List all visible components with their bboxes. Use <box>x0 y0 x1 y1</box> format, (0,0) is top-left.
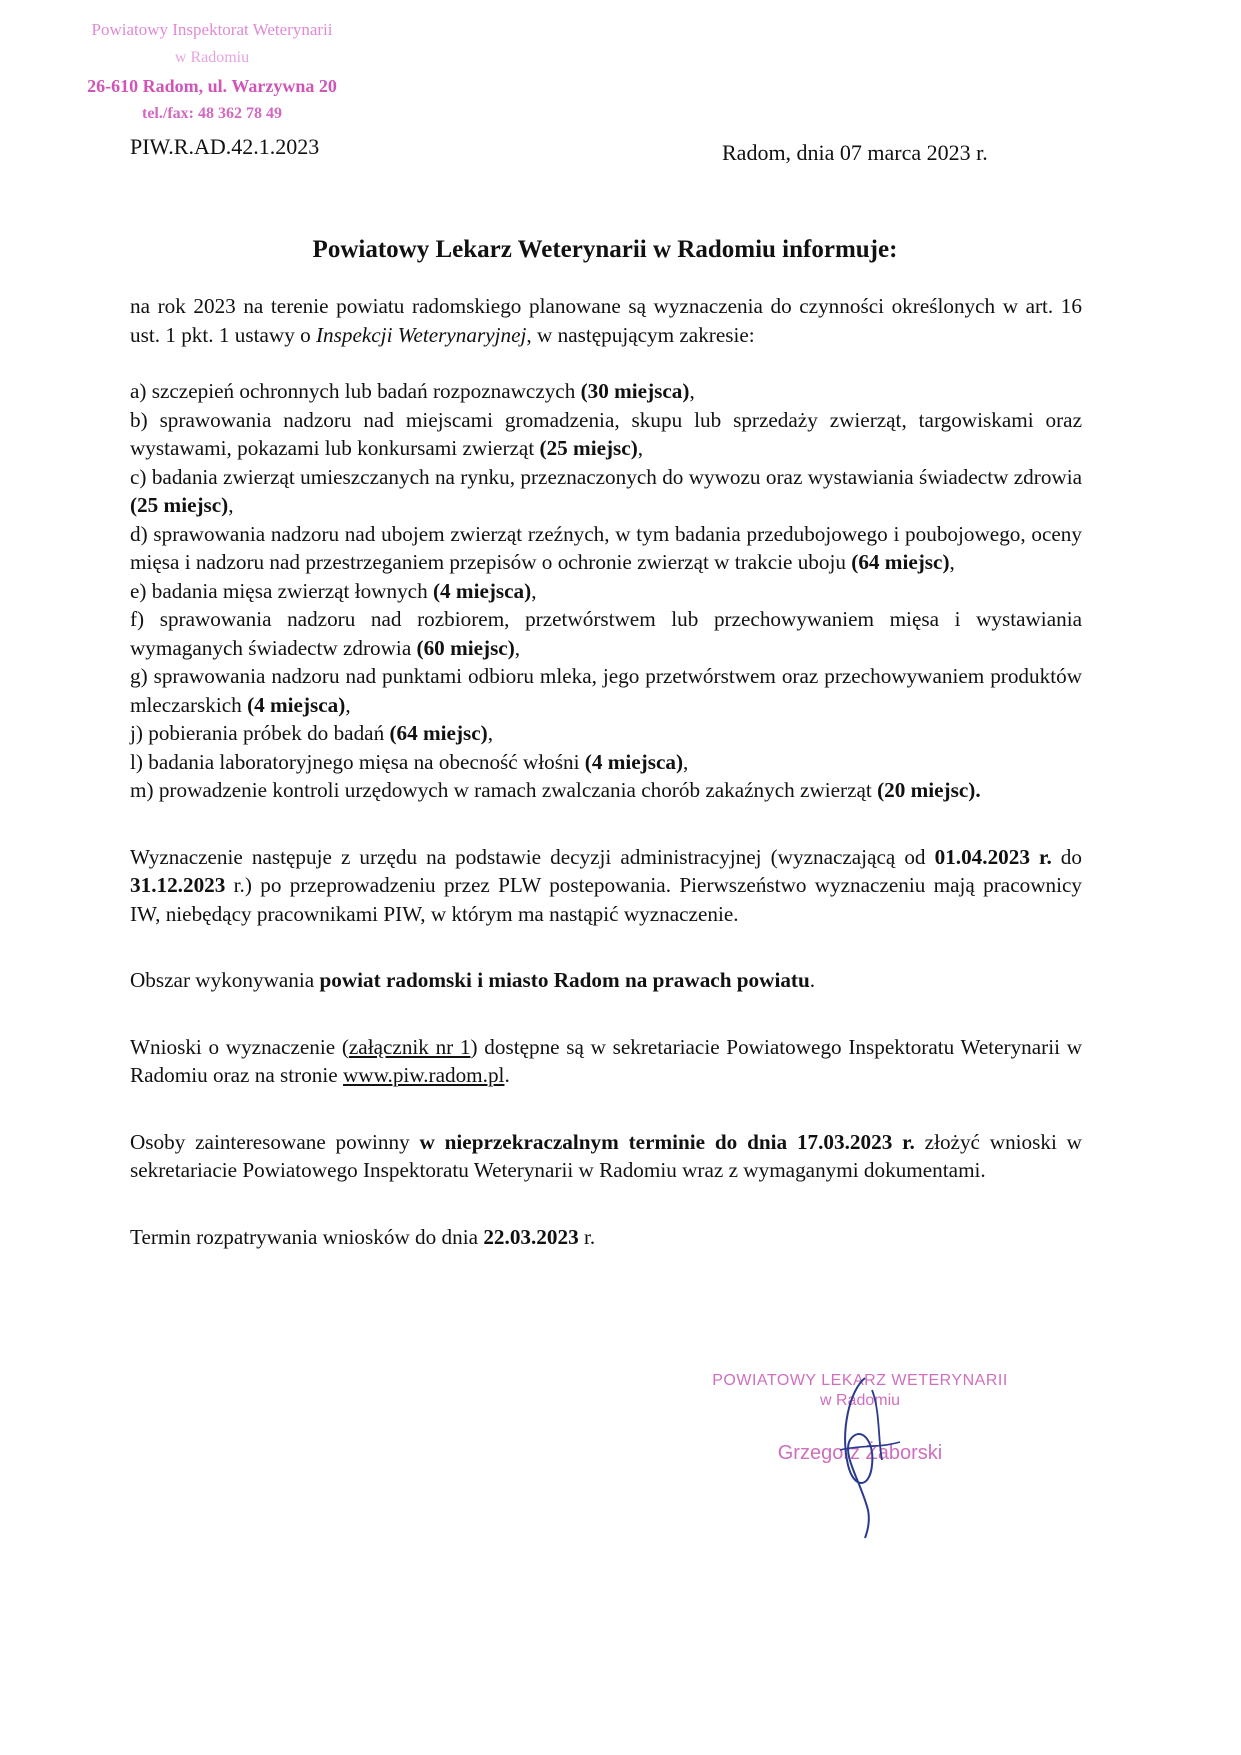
stamp-line-phone: tel./fax: 48 362 78 49 <box>142 105 282 122</box>
deadline-paragraph: Osoby zainteresowane powinny w nieprzekraczalnym terminie do dnia 17.03.2023 r. złożyć wnioski w sekretariacie Powiatowego Inspektoratu Weterynarii w Radomiu wraz z wymaganymi dokumentami. <box>130 1129 1082 1182</box>
document-title: Powiatowy Lekarz Weterynarii w Radomiu informuje: <box>312 236 898 263</box>
document-reference: PIW.R.AD.42.1.2023 <box>130 134 320 159</box>
document-body <box>130 292 1082 1251</box>
intro-paragraph <box>130 292 1082 349</box>
review-paragraph: Termin rozpatrywania wniosków do dnia 22.03.2023 r. <box>130 1224 596 1249</box>
handwritten-signature <box>820 1370 910 1540</box>
document-date: Radom, dnia 07 marca 2023 r. <box>722 140 988 165</box>
list-item: c) badania zwierząt umieszczanych na rynku, przeznaczonych do wywozu oraz wystawiania świadectw zdrowia (25 miejsc), <box>130 464 1082 517</box>
signature-stamp-title: POWIATOWY LEKARZ WETERYNARII <box>712 1372 1008 1389</box>
list-item: a) szczepień ochronnych lub badań rozpoznawczych (30 miejsca), <box>130 379 695 403</box>
website-link[interactable]: www.piw.radom.pl <box>343 1063 505 1087</box>
intro-act-name: Inspekcji Weterynaryjnej <box>315 322 527 347</box>
attachment-link[interactable]: załącznik nr 1 <box>348 1034 471 1059</box>
area-paragraph: Obszar wykonywania powiat radomski i miasto Radom na prawach powiatu. <box>130 968 816 992</box>
intro-text-end: , w następującym zakresie: <box>526 322 755 347</box>
designation-paragraph: Wyznaczenie następuje z urzędu na podstawie decyzji administracyjnej (wyznaczającą od 01.04.2023 r. do 31.12.2023 r.) po przeprowadzeniu przez PLW postepowania. Pierwszeństwo wyznaczeniu mają pracownicy IW, niebędący pracownikami PIW, w którym ma nastąpić wyznaczenie. <box>130 844 1082 926</box>
list-item: g) sprawowania nadzoru nad punktami odbioru mleka, jego przetwórstwem oraz przechowywaniem produktów mleczarskich (4 miejsca), <box>130 664 1082 717</box>
list-item: l) badania laboratoryjnego mięsa na obecność włośni (4 miejsca), <box>130 749 689 774</box>
list-item: f) sprawowania nadzoru nad rozbiorem, przetwórstwem lub przechowywaniem mięsa i wystawiania wymaganych świadectw zdrowia (60 miejsc), <box>130 607 1082 660</box>
office-stamp <box>64 16 360 128</box>
list-item: j) pobierania próbek do badań (64 miejsc), <box>130 721 494 745</box>
list-item: e) badania mięsa zwierząt łownych (4 miejsca), <box>130 578 537 603</box>
signatory-name: Grzegorz Żaborski <box>777 1442 943 1464</box>
scope-list <box>130 377 1082 805</box>
stamp-line-office: Powiatowy Inspektorat Weterynarii <box>91 20 333 39</box>
intro-text: na rok 2023 na terenie powiatu radomskiego planowane są wyznaczenia do czynności określonych w art. 16 ust. 1 pkt. 1 ustawy o <box>130 294 1082 347</box>
list-item: b) sprawowania nadzoru nad miejscami gromadzenia, skupu lub sprzedaży zwierząt, targowiskami oraz wystawami, pokazami lub konkursami zwierząt (25 miejsc), <box>130 407 1082 460</box>
stamp-line-city: w Radomiu <box>174 49 250 66</box>
stamp-line-address: 26-610 Radom, ul. Warzywna 20 <box>87 76 337 96</box>
applications-paragraph: Wnioski o wyznaczenie (załącznik nr 1) dostępne są w sekretariacie Powiatowego Inspektoratu Weterynarii w Radomiu oraz na stronie www.piw.radom.pl. <box>130 1034 1082 1087</box>
list-item: m) prowadzenie kontroli urzędowych w ramach zwalczania chorób zakaźnych zwierząt (20 miejsc). <box>130 778 981 802</box>
list-item: d) sprawowania nadzoru nad ubojem zwierząt rzeźnych, w tym badania przedubojowego i poubojowego, oceny mięsa i nadzoru nad przestrzeganiem przepisów o ochronie zwierząt w trakcie uboju (64 miejsc), <box>130 521 1082 574</box>
signature-stamp-city: w Radomiu <box>819 1392 901 1409</box>
